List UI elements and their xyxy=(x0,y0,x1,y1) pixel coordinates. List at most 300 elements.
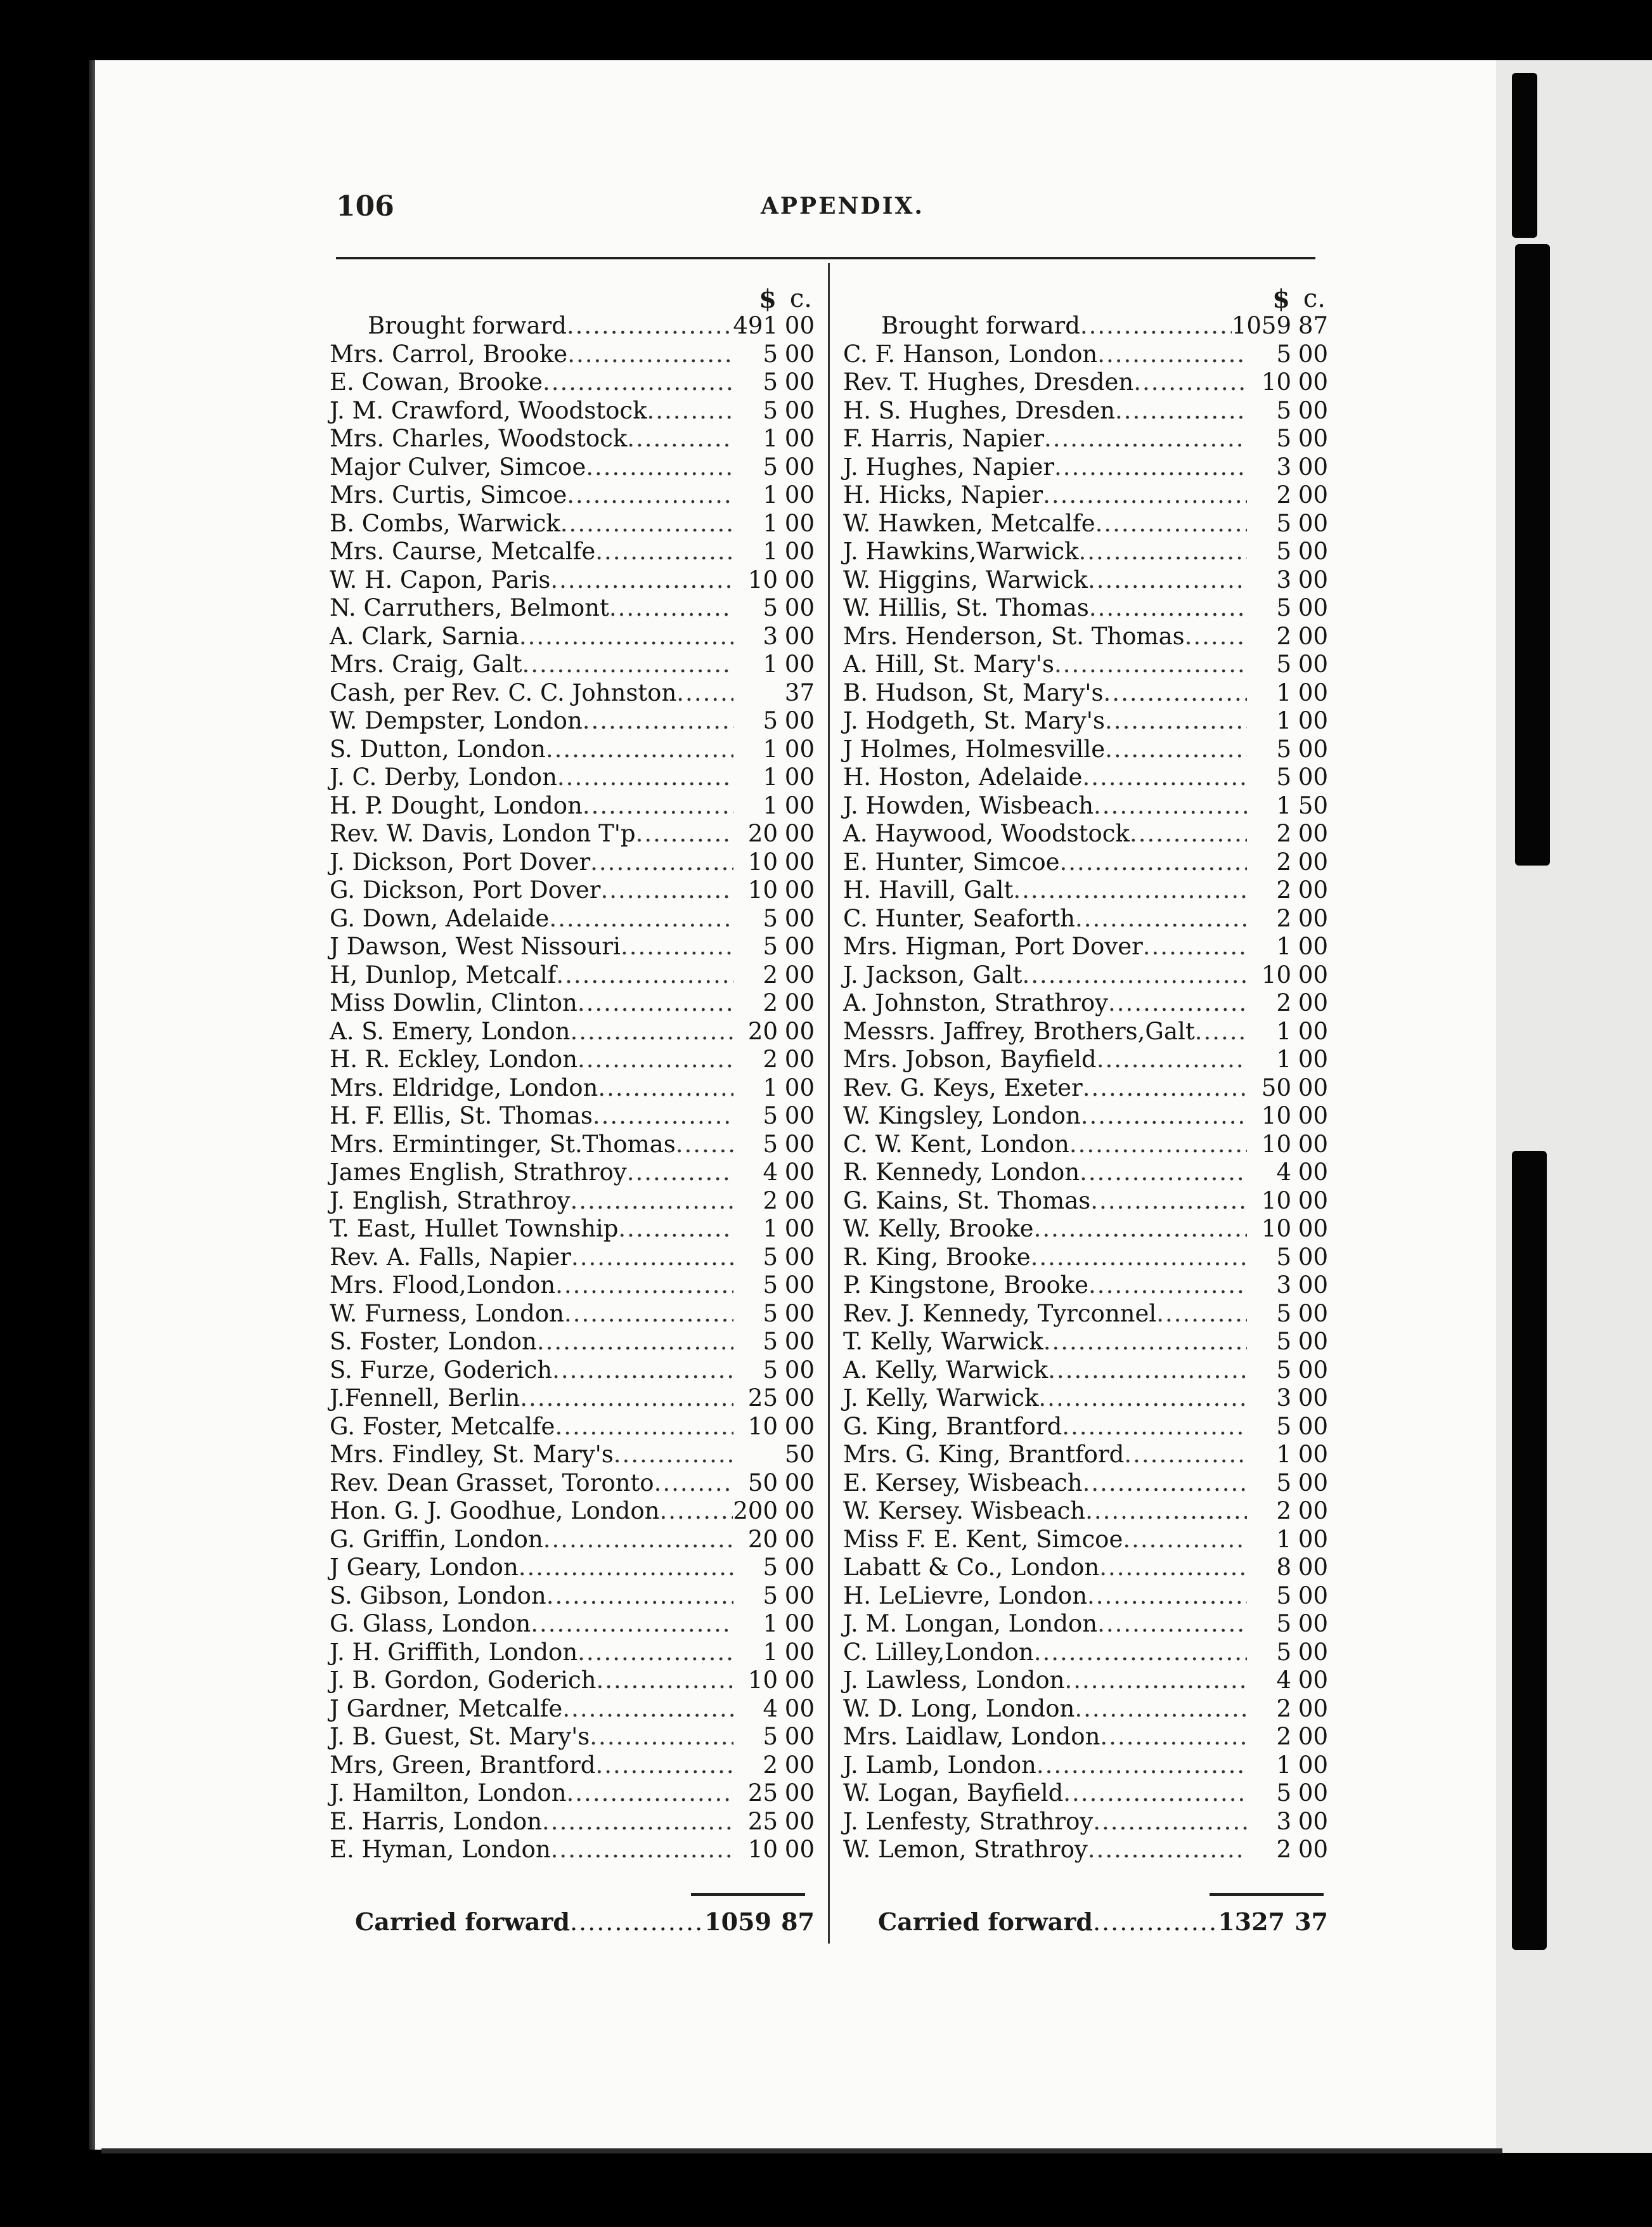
subscriber-row xyxy=(330,1808,815,1836)
subscriber-row xyxy=(843,1046,1328,1074)
row-dollars: 3 xyxy=(1276,1384,1291,1412)
row-dollars: 3 xyxy=(1276,1271,1291,1299)
row-dollars: 1 xyxy=(1276,1017,1291,1045)
subscriber-row xyxy=(843,510,1328,538)
row-cents: 50 xyxy=(784,1441,815,1468)
row-dollars: 1 xyxy=(763,651,778,678)
row-name: C. Lilley,London xyxy=(843,1638,1034,1666)
row-dollars: 1 xyxy=(1276,1751,1291,1779)
row-cents: 00 xyxy=(784,1102,815,1129)
leader-dots xyxy=(676,679,733,706)
row-dollars: 1 xyxy=(1276,678,1291,706)
row-name: J. H. Griffith, London xyxy=(330,1638,578,1666)
row-cents: 00 xyxy=(1298,1554,1328,1581)
row-dollars: 1059 xyxy=(1231,312,1291,339)
subscriber-row xyxy=(330,1695,815,1724)
leader-dots xyxy=(1130,820,1247,847)
row-cents: 00 xyxy=(1298,1441,1328,1468)
row-cents: 00 xyxy=(784,425,815,452)
row-name: Mrs, Green, Brantford xyxy=(330,1751,596,1779)
page-bottom-edge xyxy=(101,2148,1502,2153)
row-cents: 00 xyxy=(784,1046,815,1073)
row-name: Hon. G. J. Goodhue, London xyxy=(330,1497,660,1524)
subscriber-row xyxy=(843,679,1328,708)
leader-dots xyxy=(1097,1610,1247,1637)
row-name: J.Fennell, Berlin xyxy=(330,1384,520,1412)
row-name: B. Combs, Warwick xyxy=(330,509,560,537)
row-cents: 00 xyxy=(784,312,815,339)
row-cents: 00 xyxy=(1298,1581,1328,1609)
leader-dots xyxy=(555,1413,733,1440)
row-name: S. Gibson, London xyxy=(330,1581,546,1609)
row-name: W. Kersey. Wisbeach xyxy=(843,1497,1086,1524)
row-name: Rev. G. Keys, Exeter xyxy=(843,1074,1083,1101)
leader-dots xyxy=(578,989,733,1016)
row-name: F. Harris, Napier xyxy=(843,425,1045,452)
row-name: J. Hamilton, London xyxy=(330,1779,567,1807)
subscriber-row xyxy=(843,1271,1328,1300)
subscriber-row xyxy=(843,1526,1328,1554)
row-cents: 00 xyxy=(784,396,815,424)
subscriber-row xyxy=(330,594,815,623)
leader-dots xyxy=(1079,538,1247,565)
row-cents: 00 xyxy=(1298,1525,1328,1553)
leader-dots xyxy=(570,1908,702,1936)
leader-dots xyxy=(1090,1187,1247,1214)
leader-dots xyxy=(1088,566,1247,594)
subscriber-row xyxy=(330,1779,815,1808)
row-name: A. Clark, Sarnia xyxy=(330,622,519,650)
row-dollars: 20 xyxy=(747,1525,778,1553)
row-name: J. Hawkins,Warwick xyxy=(843,538,1079,565)
row-cents: 00 xyxy=(1298,933,1328,960)
subscriber-row xyxy=(843,1779,1328,1808)
leader-dots xyxy=(1093,1908,1215,1936)
leader-dots xyxy=(1089,594,1247,621)
leader-dots xyxy=(1099,1554,1247,1581)
row-dollars: 5 xyxy=(1276,1610,1291,1637)
leader-dots xyxy=(522,651,734,678)
row-name: E. Hunter, Simcoe xyxy=(843,848,1060,876)
row-name: E. Kersey, Wisbeach xyxy=(843,1469,1083,1497)
subscriber-row xyxy=(843,1582,1328,1611)
row-cents: 00 xyxy=(1298,961,1328,989)
leader-dots xyxy=(1123,1526,1247,1553)
leader-dots xyxy=(1080,1159,1247,1186)
row-cents: 00 xyxy=(1298,1299,1328,1327)
subscriber-row xyxy=(843,905,1328,933)
row-cents: 00 xyxy=(784,1356,815,1384)
row-name: J. Hodgeth, St. Mary's xyxy=(843,707,1105,734)
subscriber-row xyxy=(843,848,1328,877)
row-dollars: 1 xyxy=(763,791,778,819)
leader-dots xyxy=(519,623,733,650)
row-cents: 00 xyxy=(784,989,815,1016)
leader-dots xyxy=(1108,989,1247,1016)
row-dollars: 4 xyxy=(1276,1666,1291,1694)
leader-dots xyxy=(1105,736,1247,763)
row-cents: 00 xyxy=(1298,566,1328,594)
leader-dots xyxy=(627,425,733,452)
row-dollars: 2 xyxy=(763,1751,778,1779)
leader-dots xyxy=(654,1469,733,1497)
row-cents: 00 xyxy=(784,566,815,594)
leader-dots xyxy=(551,1836,733,1863)
row-dollars: 5 xyxy=(1276,735,1291,763)
row-cents: 87 xyxy=(1298,312,1328,339)
leader-dots xyxy=(1069,1131,1247,1158)
row-name: Miss Dowlin, Clinton xyxy=(330,989,578,1016)
subscriber-row xyxy=(330,397,815,425)
leader-dots xyxy=(1088,1836,1247,1863)
leader-dots xyxy=(1095,510,1247,537)
row-cents: 00 xyxy=(784,1159,815,1186)
row-name: H. Hicks, Napier xyxy=(843,481,1043,509)
row-cents: 00 xyxy=(1298,989,1328,1016)
row-cents: 00 xyxy=(784,763,815,791)
row-dollars: 5 xyxy=(1276,1243,1291,1271)
row-name: J. C. Derby, London xyxy=(330,763,557,791)
row-name: Brought forward xyxy=(368,312,567,339)
subscriber-row xyxy=(330,905,815,933)
currency-header xyxy=(843,284,1328,312)
row-dollars: 10 xyxy=(747,566,778,594)
row-cents: 00 xyxy=(1298,340,1328,368)
row-cents: 00 xyxy=(1298,707,1328,734)
row-name: J. Hughes, Napier xyxy=(843,453,1055,481)
row-name: Mrs. Craig, Galt xyxy=(330,651,522,678)
left-column xyxy=(330,284,815,1864)
row-cents: 00 xyxy=(1298,1638,1328,1666)
row-cents: 00 xyxy=(1298,1046,1328,1073)
subscriber-row xyxy=(330,1102,815,1131)
facing-page-edge xyxy=(1496,60,1652,2153)
row-name: W. D. Long, London xyxy=(843,1694,1075,1722)
row-dollars: 5 xyxy=(763,1243,778,1271)
subscriber-row xyxy=(843,1836,1328,1864)
row-name: G. Dickson, Port Dover xyxy=(330,876,601,904)
row-name: J Holmes, Holmesville xyxy=(843,735,1106,763)
row-name: J Gardner, Metcalfe xyxy=(330,1694,563,1722)
leader-dots xyxy=(543,1526,733,1553)
row-dollars: 1 xyxy=(763,1610,778,1637)
row-name: H, Dunlop, Metcalf xyxy=(330,961,557,989)
row-dollars: 50 xyxy=(747,1469,778,1497)
carried-forward-row xyxy=(878,1907,1328,1939)
row-name: W. Kelly, Brooke xyxy=(843,1215,1034,1242)
row-cents: 00 xyxy=(1298,904,1328,932)
row-name: J. Howden, Wisbeach xyxy=(843,791,1094,819)
subscriber-row xyxy=(330,1469,815,1498)
row-cents: 00 xyxy=(784,453,815,481)
row-cents: 00 xyxy=(1298,763,1328,791)
row-name: J. Lenfesty, Strathroy xyxy=(843,1807,1094,1835)
leader-dots xyxy=(1060,848,1247,876)
row-dollars: 5 xyxy=(1276,1412,1291,1440)
row-cents: 00 xyxy=(784,622,815,650)
leader-dots xyxy=(520,1384,733,1412)
row-name: W. Hawken, Metcalfe xyxy=(843,509,1095,537)
subscriber-row xyxy=(843,651,1328,679)
row-name: Mrs. Jobson, Bayfield xyxy=(843,1046,1097,1073)
row-name: C. Hunter, Seaforth xyxy=(843,904,1076,932)
row-dollars: 1 xyxy=(763,481,778,509)
row-cents: 00 xyxy=(784,1638,815,1666)
subscriber-row xyxy=(330,792,815,821)
row-dollars: 5 xyxy=(1276,1356,1291,1384)
leader-dots xyxy=(1133,368,1247,396)
row-name: A. Johnston, Strathroy xyxy=(843,989,1109,1016)
row-name: Miss F. E. Kent, Simcoe xyxy=(843,1525,1123,1553)
subscriber-row xyxy=(330,1328,815,1356)
row-cents: 00 xyxy=(784,368,815,396)
brought-forward-row xyxy=(330,312,815,341)
subscriber-row xyxy=(843,425,1328,453)
row-cents: 00 xyxy=(1298,1836,1328,1863)
row-dollars: 2 xyxy=(1276,622,1291,650)
row-cents: 00 xyxy=(1298,396,1328,424)
row-cents: 00 xyxy=(1298,1723,1328,1750)
leader-dots xyxy=(550,566,733,594)
subscriber-row xyxy=(843,1187,1328,1216)
subscriber-row xyxy=(330,1187,815,1216)
row-cents: 00 xyxy=(1298,1159,1328,1186)
subscriber-row xyxy=(843,538,1328,566)
row-name: G. King, Brantford xyxy=(843,1412,1062,1440)
row-name: J. English, Strathroy xyxy=(330,1186,571,1214)
row-dollars: 5 xyxy=(1276,1581,1291,1609)
row-name: H. F. Ellis, St. Thomas xyxy=(330,1102,593,1129)
row-cents: 00 xyxy=(784,1723,815,1750)
row-dollars: 5 xyxy=(1276,396,1291,424)
subscriber-row xyxy=(843,961,1328,990)
row-dollars: 1 xyxy=(763,1638,778,1666)
row-name: N. Carruthers, Belmont xyxy=(330,594,609,621)
leader-dots xyxy=(1062,1413,1247,1440)
row-cents: 00 xyxy=(1298,678,1328,706)
row-name: H. R. Eckley, London xyxy=(330,1046,578,1073)
row-dollars: 4 xyxy=(763,1159,778,1186)
subscriber-row xyxy=(330,1131,815,1159)
leader-dots xyxy=(552,1356,733,1384)
row-name: A. Hill, St. Mary's xyxy=(843,651,1054,678)
row-name: W. Lemon, Strathroy xyxy=(843,1836,1088,1863)
leader-dots xyxy=(590,1723,733,1750)
row-name: C. W. Kent, London xyxy=(843,1130,1069,1158)
row-name: S. Furze, Goderich xyxy=(330,1356,553,1384)
leader-dots xyxy=(590,848,733,876)
row-cents: 00 xyxy=(1298,1807,1328,1835)
row-name: Mrs. Flood,London xyxy=(330,1271,556,1299)
leader-dots xyxy=(1063,1779,1247,1807)
row-dollars: 8 xyxy=(1276,1554,1291,1581)
subscriber-row xyxy=(330,679,815,708)
row-dollars: 5 xyxy=(1276,509,1291,537)
leader-dots xyxy=(1080,312,1232,339)
row-name: Rev. T. Hughes, Dresden xyxy=(843,368,1134,396)
leader-dots xyxy=(647,397,733,424)
subscriber-row xyxy=(330,1243,815,1272)
row-cents: 87 xyxy=(781,1907,815,1936)
subscriber-row xyxy=(843,1808,1328,1836)
leader-dots xyxy=(1195,1018,1247,1045)
leader-dots xyxy=(1100,1723,1247,1750)
leader-dots xyxy=(543,368,733,396)
row-name: W. Dempster, London xyxy=(330,707,583,734)
row-dollars: 200 xyxy=(733,1497,778,1524)
row-dollars: 2 xyxy=(1276,481,1291,509)
page-number: 106 xyxy=(336,190,394,223)
row-dollars: 1327 xyxy=(1218,1907,1285,1936)
row-cents: 00 xyxy=(1298,848,1328,876)
row-name: Messrs. Jaffrey, Brothers,Galt xyxy=(843,1017,1195,1045)
running-title: APPENDIX. xyxy=(761,193,924,219)
row-name: E. Hyman, London xyxy=(330,1836,551,1863)
brought-forward-row xyxy=(843,312,1328,341)
subscriber-row xyxy=(330,1046,815,1074)
subscriber-row xyxy=(843,368,1328,397)
row-name: Rev. J. Kennedy, Tyrconnel xyxy=(843,1299,1157,1327)
row-dollars: 2 xyxy=(1276,904,1291,932)
subscriber-row xyxy=(330,1582,815,1611)
leader-dots xyxy=(1104,679,1247,706)
subscriber-row xyxy=(843,707,1328,736)
subscriber-row xyxy=(330,1554,815,1582)
subscriber-row xyxy=(843,566,1328,595)
row-name: A. Haywood, Woodstock xyxy=(843,820,1130,847)
subscriber-row xyxy=(843,1751,1328,1780)
row-name: R. Kennedy, London xyxy=(843,1159,1080,1186)
row-cents: 00 xyxy=(784,820,815,847)
row-dollars: 2 xyxy=(1276,1836,1291,1863)
leader-dots xyxy=(1034,1215,1247,1242)
row-name: Rev. W. Davis, London T'p xyxy=(330,820,636,847)
subscriber-row xyxy=(330,566,815,595)
row-dollars: 3 xyxy=(1276,1807,1291,1835)
row-cents: 00 xyxy=(784,1779,815,1807)
row-cents: 00 xyxy=(784,1186,815,1214)
subscriber-row xyxy=(330,1497,815,1526)
subscriber-row xyxy=(330,876,815,905)
row-cents: 00 xyxy=(784,1215,815,1242)
row-cents: 00 xyxy=(1298,651,1328,678)
row-cents: 00 xyxy=(784,1610,815,1637)
leader-dots xyxy=(1043,1328,1247,1355)
row-name: B. Hudson, St, Mary's xyxy=(843,678,1104,706)
row-cents: 00 xyxy=(784,791,815,819)
leader-dots xyxy=(1085,1497,1247,1524)
subscriber-row xyxy=(330,736,815,764)
row-cents: 00 xyxy=(1298,538,1328,565)
row-cents: 00 xyxy=(1298,1751,1328,1779)
leader-dots xyxy=(1064,1666,1247,1694)
leader-dots xyxy=(1094,792,1247,819)
leader-dots xyxy=(531,1610,733,1637)
leader-dots xyxy=(570,1018,733,1045)
row-cents: 00 xyxy=(784,1836,815,1863)
leader-dots xyxy=(614,1441,733,1468)
row-name: G. Down, Adelaide xyxy=(330,904,550,932)
subscriber-row xyxy=(843,1723,1328,1751)
leader-dots xyxy=(1044,425,1247,452)
row-cents: 00 xyxy=(784,848,815,876)
total-rule xyxy=(1210,1893,1324,1896)
row-name: Rev. A. Falls, Napier xyxy=(330,1243,571,1271)
row-cents: 00 xyxy=(1298,481,1328,509)
page-header xyxy=(336,190,1331,228)
leader-dots xyxy=(578,1639,733,1666)
row-name: Mrs. Ermintinger, St.Thomas xyxy=(330,1130,676,1158)
total-rule xyxy=(691,1893,805,1896)
leader-dots xyxy=(1097,341,1247,368)
leader-dots xyxy=(621,933,733,960)
row-dollars: 1 xyxy=(1276,933,1291,960)
row-name: J. B. Gordon, Goderich xyxy=(330,1666,597,1694)
row-cents: 00 xyxy=(1298,1356,1328,1384)
leader-dots xyxy=(1022,961,1247,989)
leader-dots xyxy=(562,1695,733,1722)
row-cents: 00 xyxy=(784,1328,815,1355)
row-dollars: 10 xyxy=(747,876,778,904)
row-dollars: 10 xyxy=(1261,1215,1291,1242)
row-dollars: 1 xyxy=(1276,791,1291,819)
row-dollars: 491 xyxy=(733,312,778,339)
row-cents: 00 xyxy=(1298,368,1328,396)
row-name: W. H. Capon, Paris xyxy=(330,566,551,594)
subscriber-row xyxy=(843,1328,1328,1356)
subscriber-row xyxy=(330,341,815,369)
leader-dots xyxy=(519,1554,733,1581)
row-cents: 00 xyxy=(784,1525,815,1553)
row-name: Mrs. Laidlaw, London xyxy=(843,1723,1100,1750)
row-name: H. LeLievre, London xyxy=(843,1581,1088,1609)
subscriber-row xyxy=(843,1497,1328,1526)
row-cents: 37 xyxy=(784,678,815,706)
subscriber-row xyxy=(843,1384,1328,1413)
row-dollars: 2 xyxy=(1276,876,1291,904)
row-dollars: 1 xyxy=(763,509,778,537)
subscriber-row xyxy=(330,1384,815,1413)
row-name: Rev. Dean Grasset, Toronto xyxy=(330,1469,654,1497)
row-dollars: 5 xyxy=(763,453,778,481)
row-cents: 00 xyxy=(784,876,815,904)
subscriber-row xyxy=(843,1666,1328,1695)
dollar-sign: $ xyxy=(1272,284,1290,314)
row-dollars: 5 xyxy=(1276,1638,1291,1666)
row-name: Mrs. Eldridge, London xyxy=(330,1074,598,1101)
leader-dots xyxy=(600,876,733,904)
row-cents: 00 xyxy=(1298,622,1328,650)
row-name: T. East, Hullet Township xyxy=(330,1215,619,1242)
subscriber-row xyxy=(330,1836,815,1864)
subscriber-row xyxy=(843,1356,1328,1385)
subscriber-row xyxy=(843,623,1328,651)
row-dollars: 5 xyxy=(1276,425,1291,452)
row-dollars: 5 xyxy=(1276,763,1291,791)
row-dollars: 5 xyxy=(1276,1328,1291,1355)
leader-dots xyxy=(1054,453,1247,481)
leader-dots xyxy=(560,510,733,537)
right-column xyxy=(843,284,1328,1864)
leader-dots xyxy=(1087,1582,1247,1609)
leader-dots xyxy=(556,961,733,989)
subscriber-row xyxy=(330,651,815,679)
leader-dots xyxy=(555,1271,733,1299)
row-cents: 00 xyxy=(784,1581,815,1609)
leader-dots xyxy=(1031,1243,1247,1271)
row-cents: 00 xyxy=(1298,1412,1328,1440)
row-dollars: 10 xyxy=(747,848,778,876)
